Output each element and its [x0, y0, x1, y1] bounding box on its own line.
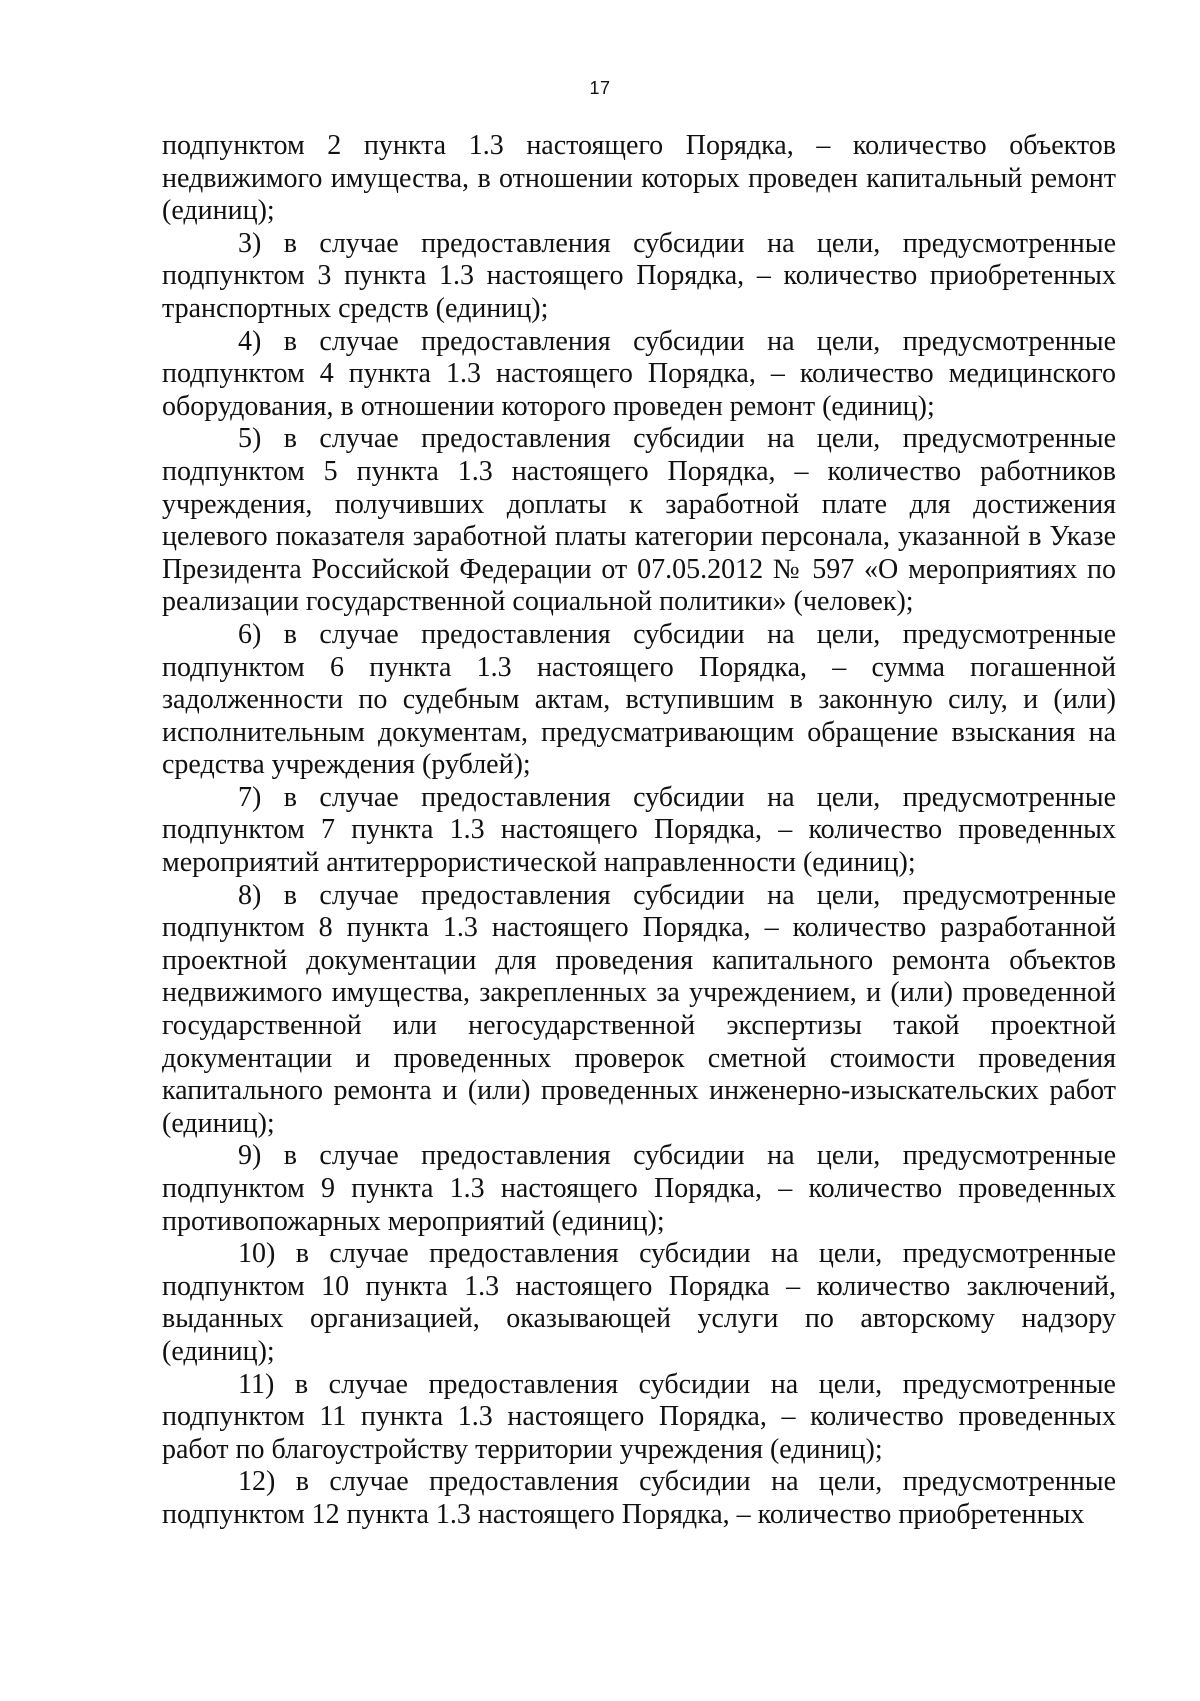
paragraph-item-9: 9) в случае предоставления субсидии на цели, предусмотренные подпунктом 9 пункта 1.3 настоящего Порядка, – количество проведенных противопожарных мероприятий (единиц); — [162, 1140, 1116, 1237]
paragraph-item-8: 8) в случае предоставления субсидии на цели, предусмотренные подпунктом 8 пункта 1.3 настоящего Порядка, – количество разработанной проектной документации для проведения капитального ремонта объектов недвижимого имущества, закрепленных за учреждением, и (или) проведенной государственной или негосударственной экспертизы такой проектной документации и проведенных проверок сметной стоимости проведения капитального ремонта и (или) проведенных инженерно-изыскательских работ (единиц); — [162, 879, 1116, 1139]
paragraph-item-12: 12) в случае предоставления субсидии на цели, предусмотренные подпунктом 12 пункта 1.3 настоящего Порядка, – количество приобретенных — [162, 1466, 1116, 1530]
paragraph-continuation: подпунктом 2 пункта 1.3 настоящего Порядка, – количество объектов недвижимого имущества, в отношении которых проведен капитальный ремонт (единиц); — [162, 130, 1116, 227]
paragraph-item-5: 5) в случае предоставления субсидии на цели, предусмотренные подпунктом 5 пункта 1.3 настоящего Порядка, – количество работников учреждения, получивших доплаты к заработной плате для достижения целевого показателя заработной платы категории персонала, указанной в Указе Президента Российской Федерации от 07.05.2012 № 597 «О мероприятиях по реализации государственной социальной политики» (человек); — [162, 423, 1116, 618]
paragraph-item-10: 10) в случае предоставления субсидии на цели, предусмотренные подпунктом 10 пункта 1.3 настоящего Порядка – количество заключений, выданных организацией, оказывающей услуги по авторскому надзору (единиц); — [162, 1238, 1116, 1367]
paragraph-item-6: 6) в случае предоставления субсидии на цели, предусмотренные подпунктом 6 пункта 1.3 настоящего Порядка, – сумма погашенной задолженности по судебным актам, вступившим в законную силу, и (или) исполнительным документам, предусматривающим обращение взыскания на средства учреждения (рублей); — [162, 618, 1116, 781]
paragraph-item-11: 11) в случае предоставления субсидии на цели, предусмотренные подпунктом 11 пункта 1.3 настоящего Порядка, – количество проведенных работ по благоустройству территории учреждения (единиц); — [162, 1368, 1116, 1465]
paragraph-item-4: 4) в случае предоставления субсидии на цели, предусмотренные подпунктом 4 пункта 1.3 настоящего Порядка, – количество медицинского оборудования, в отношении которого проведен ремонт (единиц); — [162, 325, 1116, 422]
paragraph-item-7: 7) в случае предоставления субсидии на цели, предусмотренные подпунктом 7 пункта 1.3 настоящего Порядка, – количество проведенных мероприятий антитеррористической направленности (единиц); — [162, 781, 1116, 879]
page-number: 17 — [589, 78, 611, 98]
document-body — [162, 130, 1116, 1532]
paragraph-item-3: 3) в случае предоставления субсидии на цели, предусмотренные подпунктом 3 пункта 1.3 настоящего Порядка, – количество приобретенных транспортных средств (единиц); — [162, 227, 1116, 324]
